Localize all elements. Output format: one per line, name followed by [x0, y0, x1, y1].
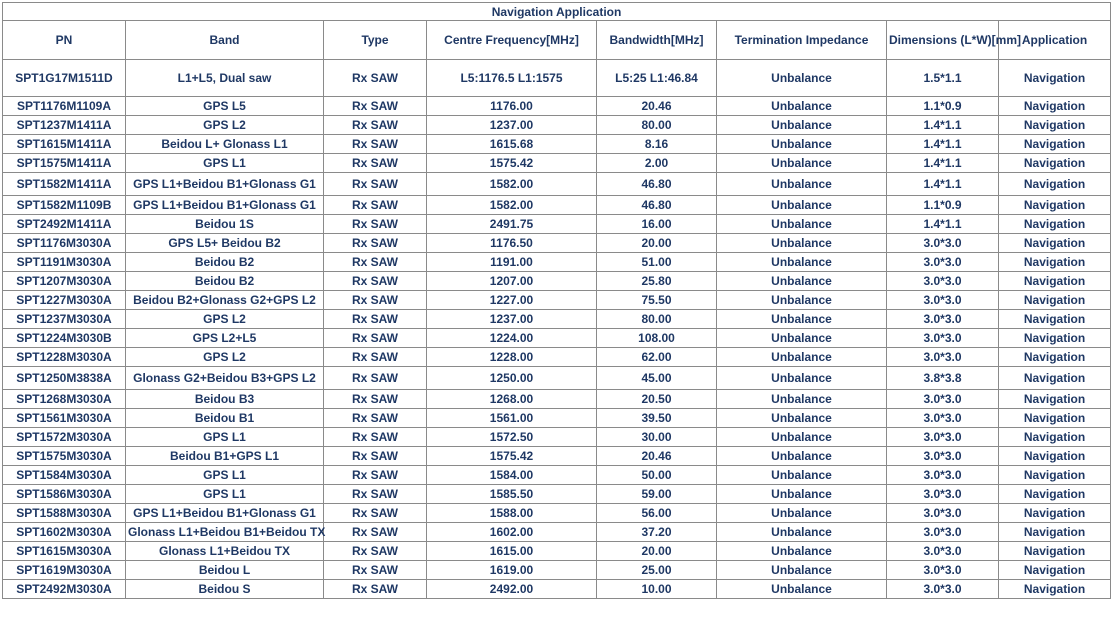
cell-pn: SPT2492M3030A: [3, 580, 126, 599]
cell-bandwidth: 56.00: [597, 504, 717, 523]
cell-centre-frequency: 1615.68: [427, 135, 597, 154]
cell-dimensions: 1.1*0.9: [887, 97, 999, 116]
cell-bandwidth: 20.00: [597, 234, 717, 253]
header-band: Band: [126, 21, 324, 60]
table-row: [3, 348, 1111, 367]
cell-centre-frequency: 1268.00: [427, 390, 597, 409]
cell-pn: SPT1602M3030A: [3, 523, 126, 542]
cell-band: GPS L1: [126, 428, 324, 447]
table-row: [3, 234, 1111, 253]
table-row: [3, 310, 1111, 329]
cell-pn: SPT1227M3030A: [3, 291, 126, 310]
cell-type: Rx SAW: [324, 561, 427, 580]
cell-dimensions: 3.0*3.0: [887, 234, 999, 253]
cell-band: Beidou B1: [126, 409, 324, 428]
navigation-application-table: [2, 2, 1111, 599]
cell-termination-impedance: Unbalance: [717, 154, 887, 173]
cell-dimensions: 3.0*3.0: [887, 390, 999, 409]
cell-pn: SPT1582M1109B: [3, 196, 126, 215]
cell-termination-impedance: Unbalance: [717, 116, 887, 135]
cell-pn: SPT1G17M1511D: [3, 60, 126, 97]
cell-pn: SPT1237M1411A: [3, 116, 126, 135]
cell-dimensions: 3.0*3.0: [887, 253, 999, 272]
cell-band: GPS L2+L5: [126, 329, 324, 348]
cell-dimensions: 3.0*3.0: [887, 580, 999, 599]
cell-bandwidth: 80.00: [597, 310, 717, 329]
cell-centre-frequency: 1237.00: [427, 116, 597, 135]
cell-centre-frequency: 1561.00: [427, 409, 597, 428]
cell-bandwidth: 10.00: [597, 580, 717, 599]
cell-pn: SPT1588M3030A: [3, 504, 126, 523]
table-row: [3, 504, 1111, 523]
cell-application: Navigation: [999, 272, 1111, 291]
cell-centre-frequency: 1224.00: [427, 329, 597, 348]
cell-band: Beidou B3: [126, 390, 324, 409]
cell-application: Navigation: [999, 428, 1111, 447]
cell-type: Rx SAW: [324, 272, 427, 291]
table-row: [3, 97, 1111, 116]
table-row: [3, 272, 1111, 291]
table-row: [3, 447, 1111, 466]
cell-dimensions: 3.0*3.0: [887, 447, 999, 466]
cell-bandwidth: 25.00: [597, 561, 717, 580]
cell-application: Navigation: [999, 561, 1111, 580]
cell-bandwidth: 2.00: [597, 154, 717, 173]
table-row: [3, 154, 1111, 173]
header-application: Application: [999, 21, 1111, 60]
cell-pn: SPT1224M3030B: [3, 329, 126, 348]
cell-pn: SPT1250M3838A: [3, 367, 126, 390]
cell-dimensions: 1.4*1.1: [887, 215, 999, 234]
cell-termination-impedance: Unbalance: [717, 291, 887, 310]
cell-type: Rx SAW: [324, 447, 427, 466]
cell-type: Rx SAW: [324, 485, 427, 504]
cell-dimensions: 3.0*3.0: [887, 310, 999, 329]
cell-application: Navigation: [999, 97, 1111, 116]
cell-type: Rx SAW: [324, 367, 427, 390]
cell-bandwidth: 39.50: [597, 409, 717, 428]
cell-pn: SPT1584M3030A: [3, 466, 126, 485]
cell-band: Glonass L1+Beidou B1+Beidou TX: [126, 523, 324, 542]
header-pn: PN: [3, 21, 126, 60]
cell-type: Rx SAW: [324, 542, 427, 561]
cell-application: Navigation: [999, 523, 1111, 542]
cell-dimensions: 3.8*3.8: [887, 367, 999, 390]
header-centre-frequency: Centre Frequency[MHz]: [427, 21, 597, 60]
cell-termination-impedance: Unbalance: [717, 504, 887, 523]
cell-type: Rx SAW: [324, 196, 427, 215]
cell-centre-frequency: 1602.00: [427, 523, 597, 542]
cell-application: Navigation: [999, 580, 1111, 599]
cell-termination-impedance: Unbalance: [717, 215, 887, 234]
cell-type: Rx SAW: [324, 97, 427, 116]
cell-application: Navigation: [999, 310, 1111, 329]
cell-termination-impedance: Unbalance: [717, 196, 887, 215]
cell-pn: SPT1582M1411A: [3, 173, 126, 196]
table-row: [3, 523, 1111, 542]
cell-application: Navigation: [999, 409, 1111, 428]
cell-application: Navigation: [999, 367, 1111, 390]
cell-pn: SPT1237M3030A: [3, 310, 126, 329]
cell-type: Rx SAW: [324, 523, 427, 542]
cell-centre-frequency: 1250.00: [427, 367, 597, 390]
cell-bandwidth: 50.00: [597, 466, 717, 485]
cell-pn: SPT1561M3030A: [3, 409, 126, 428]
cell-type: Rx SAW: [324, 348, 427, 367]
cell-termination-impedance: Unbalance: [717, 390, 887, 409]
cell-termination-impedance: Unbalance: [717, 367, 887, 390]
cell-dimensions: 1.1*0.9: [887, 196, 999, 215]
cell-termination-impedance: Unbalance: [717, 580, 887, 599]
cell-pn: SPT1619M3030A: [3, 561, 126, 580]
table-row: [3, 116, 1111, 135]
cell-termination-impedance: Unbalance: [717, 447, 887, 466]
cell-dimensions: 1.4*1.1: [887, 135, 999, 154]
cell-application: Navigation: [999, 135, 1111, 154]
cell-centre-frequency: 1582.00: [427, 196, 597, 215]
cell-centre-frequency: 1176.00: [427, 97, 597, 116]
cell-centre-frequency: 1228.00: [427, 348, 597, 367]
cell-application: Navigation: [999, 504, 1111, 523]
table-row: [3, 60, 1111, 97]
cell-termination-impedance: Unbalance: [717, 60, 887, 97]
cell-centre-frequency: L5:1176.5 L1:1575: [427, 60, 597, 97]
cell-bandwidth: 108.00: [597, 329, 717, 348]
cell-dimensions: 3.0*3.0: [887, 329, 999, 348]
table-row: [3, 542, 1111, 561]
cell-type: Rx SAW: [324, 135, 427, 154]
cell-termination-impedance: Unbalance: [717, 97, 887, 116]
cell-band: GPS L1: [126, 466, 324, 485]
cell-band: GPS L1: [126, 485, 324, 504]
cell-application: Navigation: [999, 116, 1111, 135]
cell-bandwidth: 62.00: [597, 348, 717, 367]
cell-termination-impedance: Unbalance: [717, 466, 887, 485]
cell-band: Beidou B2: [126, 272, 324, 291]
cell-termination-impedance: Unbalance: [717, 485, 887, 504]
cell-dimensions: 3.0*3.0: [887, 523, 999, 542]
cell-application: Navigation: [999, 329, 1111, 348]
table-row: [3, 291, 1111, 310]
cell-termination-impedance: Unbalance: [717, 409, 887, 428]
cell-centre-frequency: 1207.00: [427, 272, 597, 291]
table-row: [3, 173, 1111, 196]
cell-bandwidth: 46.80: [597, 196, 717, 215]
table-row: [3, 390, 1111, 409]
cell-application: Navigation: [999, 348, 1111, 367]
cell-type: Rx SAW: [324, 504, 427, 523]
cell-type: Rx SAW: [324, 466, 427, 485]
cell-dimensions: 3.0*3.0: [887, 272, 999, 291]
cell-band: Beidou L+ Glonass L1: [126, 135, 324, 154]
cell-termination-impedance: Unbalance: [717, 310, 887, 329]
cell-bandwidth: 20.00: [597, 542, 717, 561]
table-row: [3, 428, 1111, 447]
cell-centre-frequency: 1615.00: [427, 542, 597, 561]
table-row: [3, 580, 1111, 599]
table-row: [3, 215, 1111, 234]
cell-pn: SPT1268M3030A: [3, 390, 126, 409]
cell-termination-impedance: Unbalance: [717, 234, 887, 253]
cell-band: GPS L5: [126, 97, 324, 116]
spec-table-wrapper: [2, 2, 1111, 599]
cell-bandwidth: 46.80: [597, 173, 717, 196]
cell-type: Rx SAW: [324, 291, 427, 310]
cell-centre-frequency: 1191.00: [427, 253, 597, 272]
cell-dimensions: 3.0*3.0: [887, 428, 999, 447]
table-header-row: [3, 21, 1111, 60]
table-row: [3, 196, 1111, 215]
cell-dimensions: 3.0*3.0: [887, 409, 999, 428]
cell-pn: SPT1615M1411A: [3, 135, 126, 154]
cell-type: Rx SAW: [324, 390, 427, 409]
cell-band: Glonass G2+Beidou B3+GPS L2: [126, 367, 324, 390]
cell-bandwidth: 51.00: [597, 253, 717, 272]
cell-dimensions: 3.0*3.0: [887, 542, 999, 561]
cell-bandwidth: 25.80: [597, 272, 717, 291]
cell-bandwidth: 8.16: [597, 135, 717, 154]
cell-termination-impedance: Unbalance: [717, 523, 887, 542]
cell-dimensions: 1.5*1.1: [887, 60, 999, 97]
cell-centre-frequency: 1237.00: [427, 310, 597, 329]
table-row: [3, 561, 1111, 580]
cell-bandwidth: 20.46: [597, 447, 717, 466]
cell-pn: SPT1176M3030A: [3, 234, 126, 253]
cell-type: Rx SAW: [324, 329, 427, 348]
cell-application: Navigation: [999, 542, 1111, 561]
cell-termination-impedance: Unbalance: [717, 135, 887, 154]
cell-band: GPS L5+ Beidou B2: [126, 234, 324, 253]
cell-bandwidth: 45.00: [597, 367, 717, 390]
cell-dimensions: 3.0*3.0: [887, 504, 999, 523]
header-termination-impedance: Termination Impedance: [717, 21, 887, 60]
cell-bandwidth: 20.46: [597, 97, 717, 116]
cell-bandwidth: 20.50: [597, 390, 717, 409]
cell-band: GPS L1: [126, 154, 324, 173]
cell-dimensions: 3.0*3.0: [887, 466, 999, 485]
cell-termination-impedance: Unbalance: [717, 272, 887, 291]
cell-centre-frequency: 1575.42: [427, 154, 597, 173]
cell-pn: SPT1575M1411A: [3, 154, 126, 173]
cell-application: Navigation: [999, 234, 1111, 253]
cell-bandwidth: L5:25 L1:46.84: [597, 60, 717, 97]
cell-application: Navigation: [999, 466, 1111, 485]
cell-pn: SPT1176M1109A: [3, 97, 126, 116]
cell-centre-frequency: 2492.00: [427, 580, 597, 599]
cell-band: Beidou B2: [126, 253, 324, 272]
cell-application: Navigation: [999, 215, 1111, 234]
cell-dimensions: 3.0*3.0: [887, 291, 999, 310]
cell-band: Beidou B2+Glonass G2+GPS L2: [126, 291, 324, 310]
cell-centre-frequency: 1572.50: [427, 428, 597, 447]
cell-bandwidth: 59.00: [597, 485, 717, 504]
cell-centre-frequency: 1588.00: [427, 504, 597, 523]
cell-pn: SPT1228M3030A: [3, 348, 126, 367]
cell-pn: SPT1586M3030A: [3, 485, 126, 504]
cell-type: Rx SAW: [324, 116, 427, 135]
cell-band: GPS L2: [126, 116, 324, 135]
cell-dimensions: 1.4*1.1: [887, 116, 999, 135]
cell-band: GPS L1+Beidou B1+Glonass G1: [126, 173, 324, 196]
table-body: [3, 60, 1111, 599]
cell-band: Beidou S: [126, 580, 324, 599]
cell-dimensions: 3.0*3.0: [887, 348, 999, 367]
cell-type: Rx SAW: [324, 310, 427, 329]
cell-type: Rx SAW: [324, 580, 427, 599]
cell-pn: SPT2492M1411A: [3, 215, 126, 234]
table-title: Navigation Application: [3, 3, 1111, 21]
cell-application: Navigation: [999, 253, 1111, 272]
cell-band: GPS L1+Beidou B1+Glonass G1: [126, 504, 324, 523]
cell-band: Beidou L: [126, 561, 324, 580]
cell-centre-frequency: 1582.00: [427, 173, 597, 196]
cell-application: Navigation: [999, 447, 1111, 466]
cell-type: Rx SAW: [324, 253, 427, 272]
cell-dimensions: 1.4*1.1: [887, 173, 999, 196]
cell-termination-impedance: Unbalance: [717, 542, 887, 561]
cell-termination-impedance: Unbalance: [717, 329, 887, 348]
cell-centre-frequency: 1227.00: [427, 291, 597, 310]
cell-band: GPS L2: [126, 348, 324, 367]
cell-type: Rx SAW: [324, 428, 427, 447]
cell-band: GPS L1+Beidou B1+Glonass G1: [126, 196, 324, 215]
cell-bandwidth: 30.00: [597, 428, 717, 447]
cell-centre-frequency: 1619.00: [427, 561, 597, 580]
cell-type: Rx SAW: [324, 409, 427, 428]
cell-pn: SPT1575M3030A: [3, 447, 126, 466]
cell-pn: SPT1615M3030A: [3, 542, 126, 561]
table-row: [3, 485, 1111, 504]
cell-centre-frequency: 1584.00: [427, 466, 597, 485]
cell-type: Rx SAW: [324, 215, 427, 234]
table-row: [3, 466, 1111, 485]
table-row: [3, 135, 1111, 154]
cell-band: Beidou B1+GPS L1: [126, 447, 324, 466]
table-row: [3, 367, 1111, 390]
cell-bandwidth: 16.00: [597, 215, 717, 234]
cell-termination-impedance: Unbalance: [717, 561, 887, 580]
cell-termination-impedance: Unbalance: [717, 173, 887, 196]
table-row: [3, 409, 1111, 428]
cell-application: Navigation: [999, 390, 1111, 409]
cell-centre-frequency: 1176.50: [427, 234, 597, 253]
table-row: [3, 329, 1111, 348]
cell-band: Glonass L1+Beidou TX: [126, 542, 324, 561]
cell-bandwidth: 75.50: [597, 291, 717, 310]
cell-pn: SPT1191M3030A: [3, 253, 126, 272]
cell-band: GPS L2: [126, 310, 324, 329]
cell-application: Navigation: [999, 485, 1111, 504]
cell-centre-frequency: 2491.75: [427, 215, 597, 234]
cell-application: Navigation: [999, 154, 1111, 173]
cell-type: Rx SAW: [324, 154, 427, 173]
cell-band: L1+L5, Dual saw: [126, 60, 324, 97]
cell-dimensions: 1.4*1.1: [887, 154, 999, 173]
cell-termination-impedance: Unbalance: [717, 253, 887, 272]
cell-band: Beidou 1S: [126, 215, 324, 234]
cell-pn: SPT1572M3030A: [3, 428, 126, 447]
cell-bandwidth: 80.00: [597, 116, 717, 135]
cell-application: Navigation: [999, 291, 1111, 310]
cell-application: Navigation: [999, 196, 1111, 215]
header-dimensions: Dimensions (L*W)[mm]: [887, 21, 999, 60]
cell-dimensions: 3.0*3.0: [887, 485, 999, 504]
cell-dimensions: 3.0*3.0: [887, 561, 999, 580]
cell-type: Rx SAW: [324, 60, 427, 97]
cell-application: Navigation: [999, 60, 1111, 97]
cell-application: Navigation: [999, 173, 1111, 196]
table-title-row: [3, 3, 1111, 21]
cell-termination-impedance: Unbalance: [717, 428, 887, 447]
header-bandwidth: Bandwidth[MHz]: [597, 21, 717, 60]
cell-termination-impedance: Unbalance: [717, 348, 887, 367]
cell-bandwidth: 37.20: [597, 523, 717, 542]
cell-type: Rx SAW: [324, 173, 427, 196]
header-type: Type: [324, 21, 427, 60]
cell-centre-frequency: 1585.50: [427, 485, 597, 504]
cell-type: Rx SAW: [324, 234, 427, 253]
cell-centre-frequency: 1575.42: [427, 447, 597, 466]
cell-pn: SPT1207M3030A: [3, 272, 126, 291]
table-row: [3, 253, 1111, 272]
